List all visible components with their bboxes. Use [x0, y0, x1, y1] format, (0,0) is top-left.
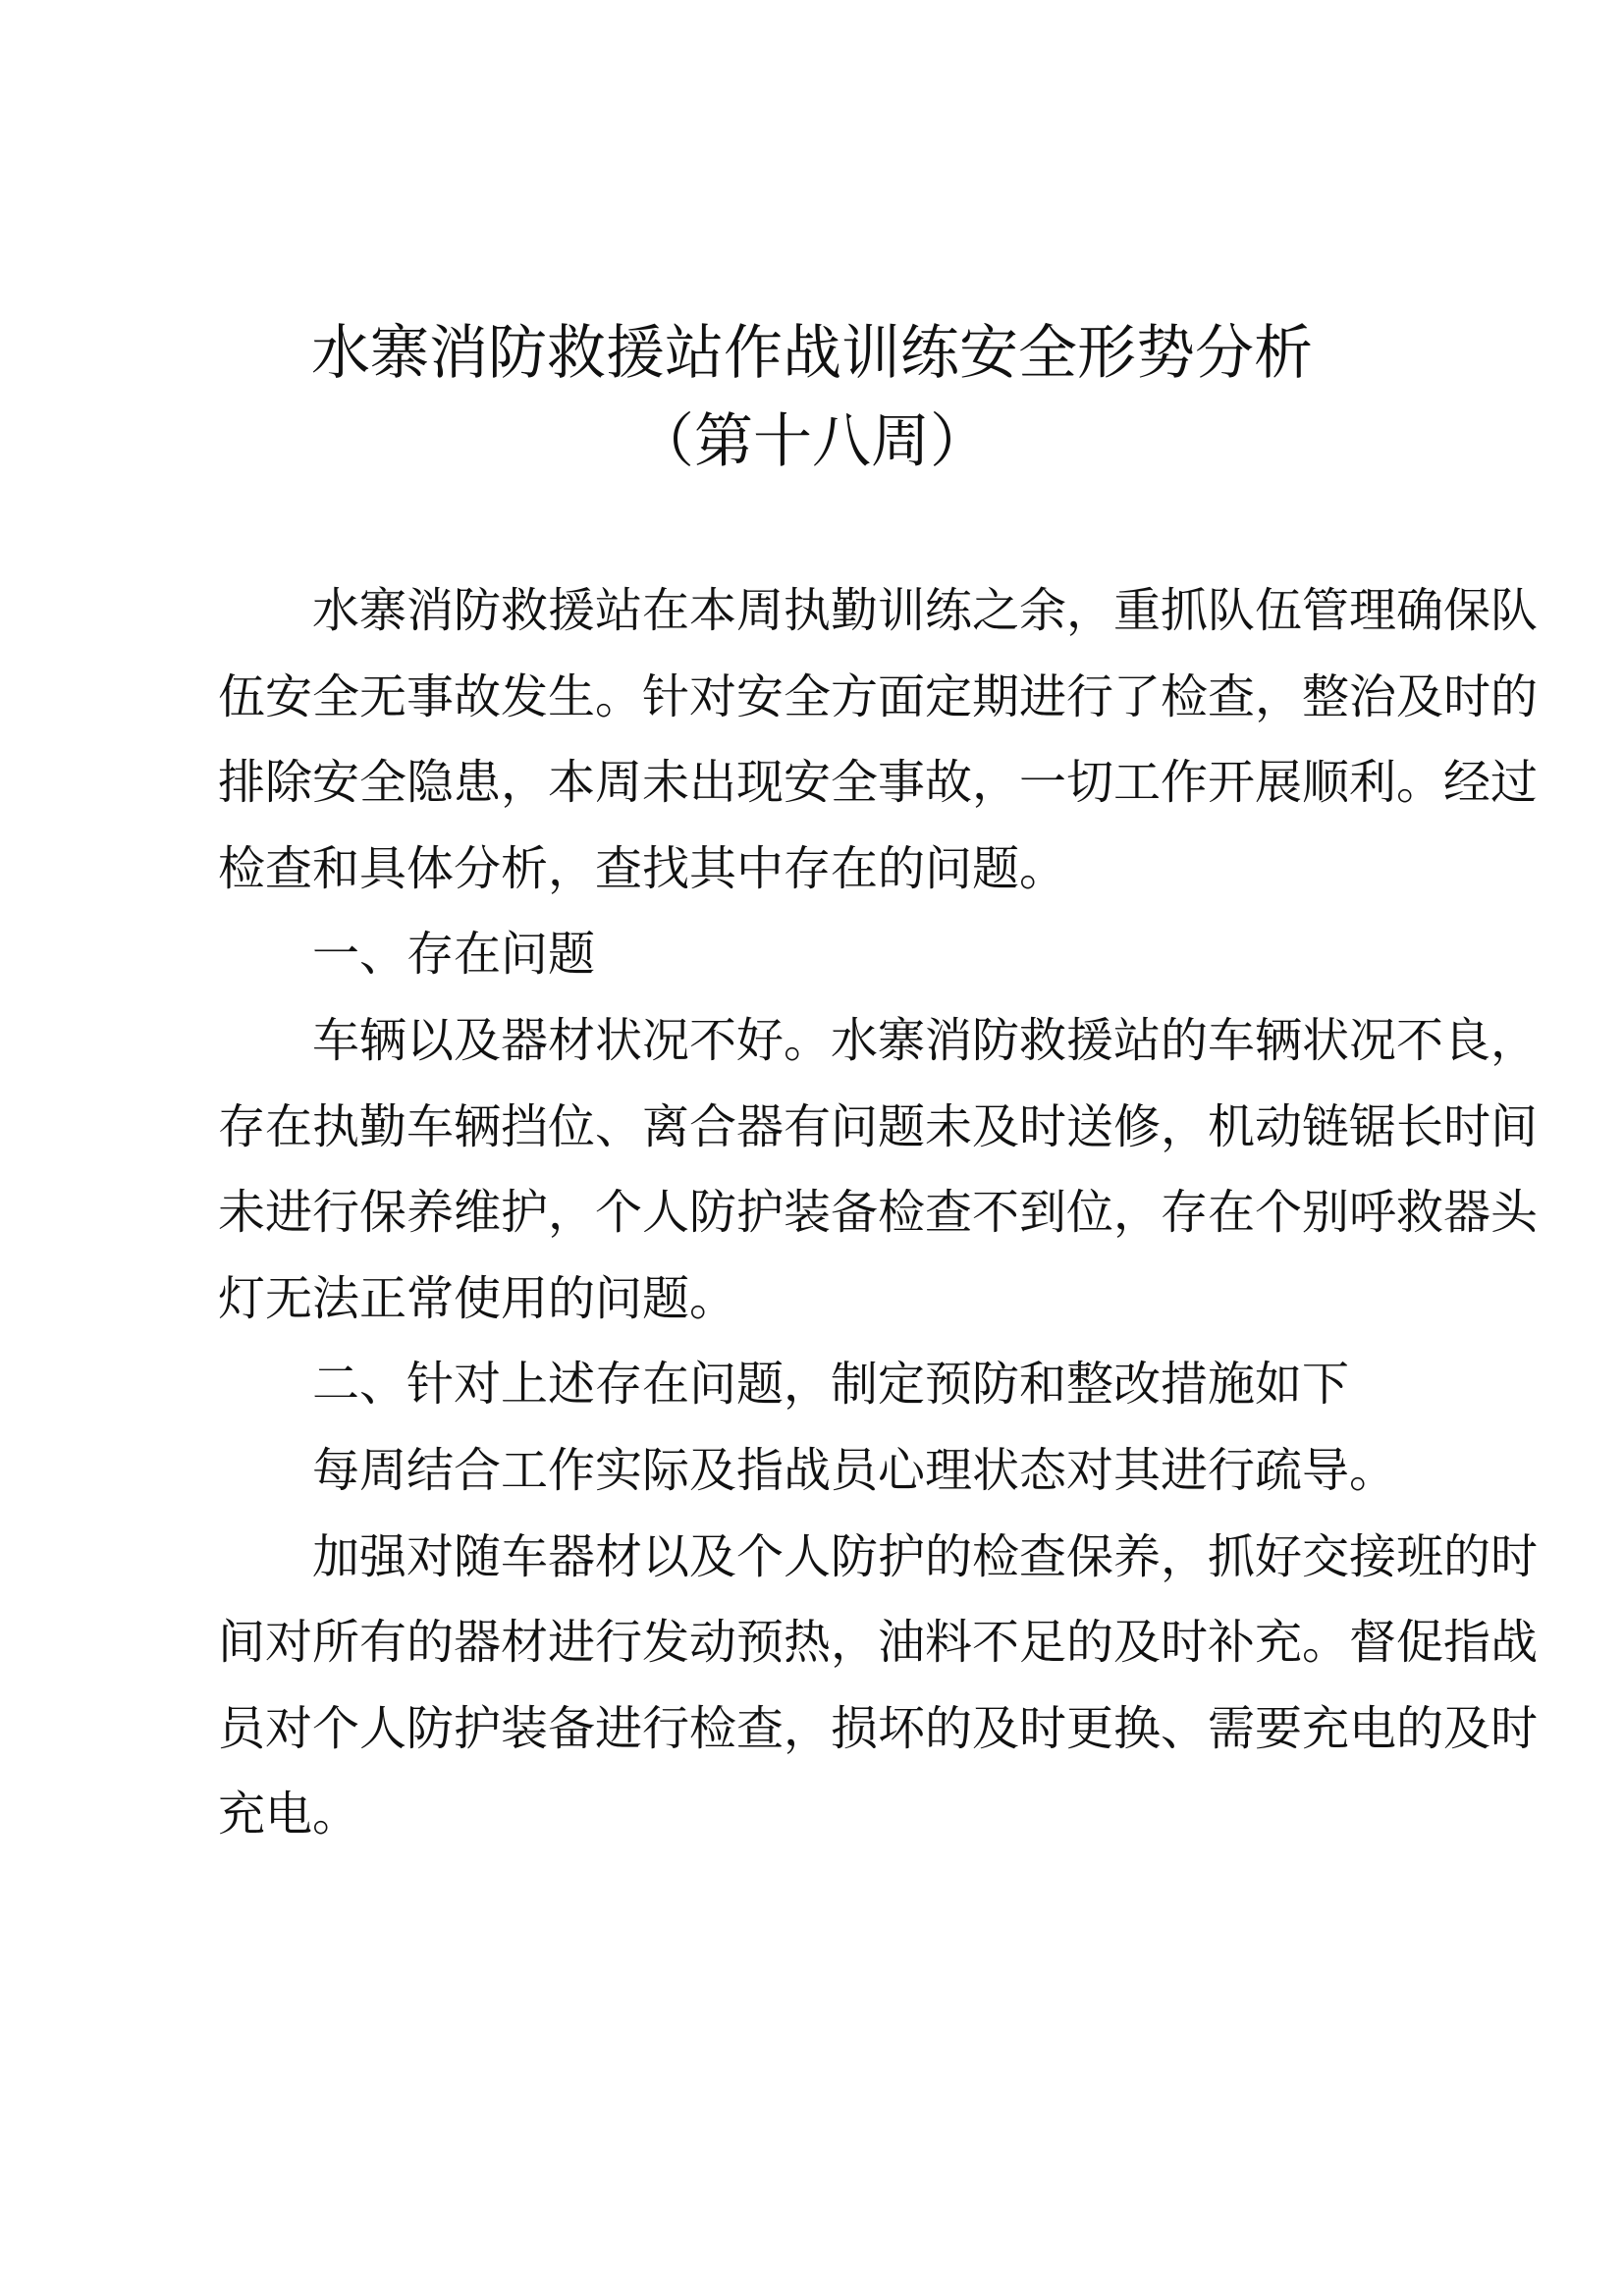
paragraph [218, 1439, 1432, 1525]
paragraph-line: 一、存在问题 [312, 927, 596, 983]
paragraph [218, 579, 1539, 923]
paragraph [218, 1009, 1539, 1353]
document-subtitle-week: （第十八周） [635, 407, 989, 476]
paragraph-line: 充电。 [218, 1787, 360, 1842]
paragraph-line: 未进行保养维护，个人防护装备检查不到位，存在个别呼救器头 [218, 1185, 1539, 1241]
paragraph [218, 1353, 1432, 1439]
paragraph-line: 员对个人防护装备进行检查，损坏的及时更换、需要充电的及时 [218, 1700, 1539, 1756]
paragraph-line: 二、针对上述存在问题，制定预防和整改措施如下 [312, 1357, 1350, 1413]
paragraph-line: 加强对随车器材以及个人防护的检查保养，抓好交接班的时 [312, 1528, 1539, 1584]
paragraph-line: 每周结合工作实际及指战员心理状态对其进行疏导。 [312, 1442, 1397, 1498]
paragraph-line: 水寨消防救援站在本周执勤训练之余，重抓队伍管理确保队 [312, 583, 1539, 638]
paragraph [218, 923, 1432, 1009]
paragraph-line: 灯无法正常使用的问题。 [218, 1270, 737, 1326]
document-body [218, 579, 1539, 1869]
paragraph [218, 1525, 1539, 1869]
paragraph-line: 排除安全隐患，本周未出现安全事故，一切工作开展顺利。经过 [218, 755, 1539, 811]
paragraph-line: 检查和具体分析，查找其中存在的问题。 [218, 840, 1067, 896]
paragraph-line: 车辆以及器材状况不好。水寨消防救援站的车辆状况不良， [312, 1012, 1539, 1068]
paragraph-line: 存在执勤车辆挡位、离合器有问题未及时送修，机动链锯长时间 [218, 1098, 1539, 1154]
document-title: 水寨消防救援站作战训练安全形势分析 [311, 319, 1313, 388]
paragraph-line: 伍安全无事故发生。针对安全方面定期进行了检查，整治及时的 [218, 668, 1539, 724]
paragraph-line: 间对所有的器材进行发动预热，油料不足的及时补充。督促指战 [218, 1615, 1539, 1671]
